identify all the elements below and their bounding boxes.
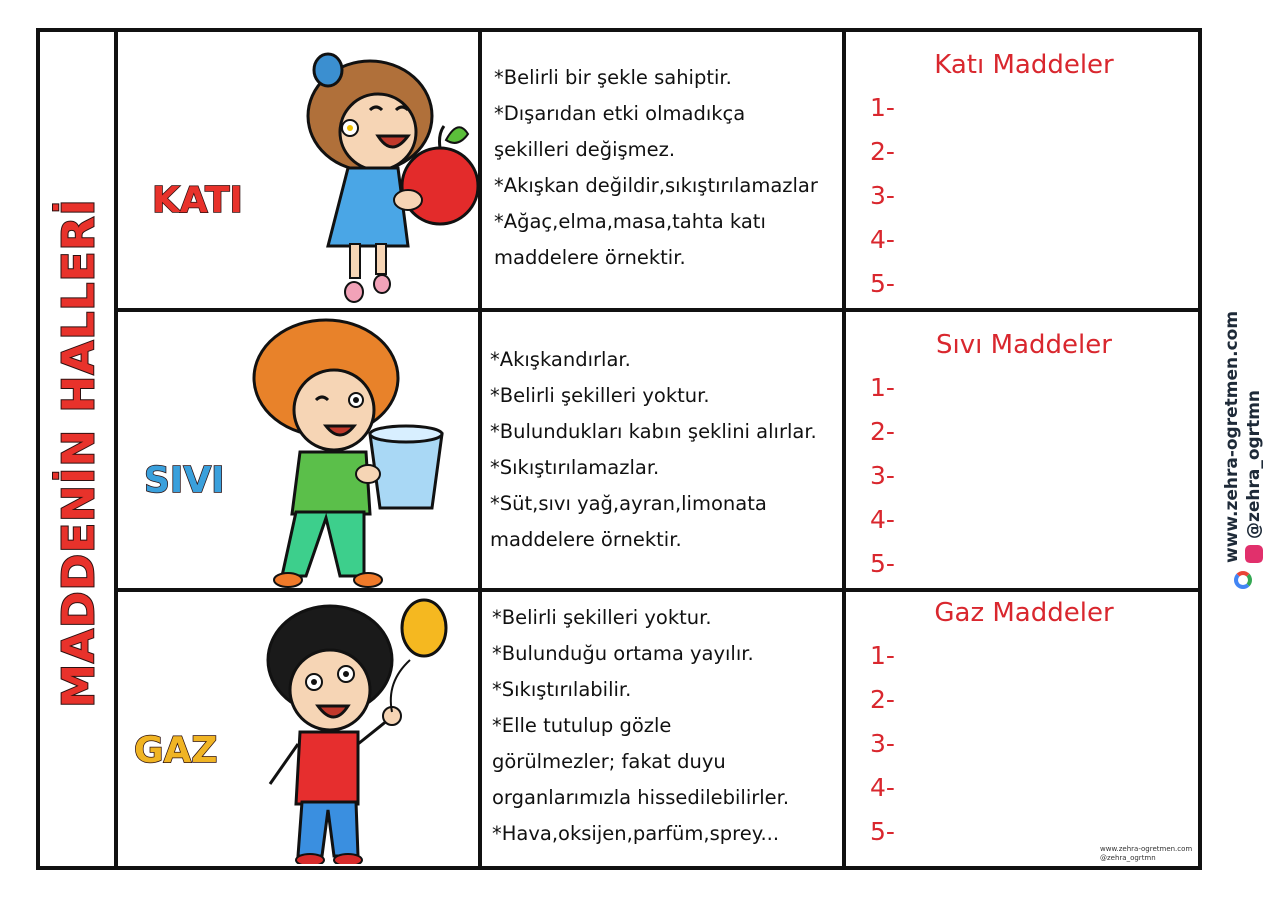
row-gas	[118, 592, 1202, 866]
fact-line: *Belirli bir şekle sahiptir.	[494, 66, 732, 89]
liquid-facts-cell	[482, 312, 846, 588]
liquid-facts-list	[490, 342, 817, 558]
liquid-examples-cell	[846, 312, 1202, 588]
small-instagram: @zehra_ogrtmn	[1100, 854, 1156, 862]
worksheet-title: MADDENİN HALLERİ	[53, 198, 105, 708]
girl-with-apple-illustration	[258, 36, 478, 306]
author-website: www.zehra-ogretmen.com	[1222, 310, 1242, 564]
fact-line: *Sıkıştırılabilir.	[492, 678, 632, 701]
liquid-illustration-cell	[118, 312, 482, 588]
side-title-column	[40, 32, 118, 866]
blank-line-number: 5-	[870, 549, 895, 578]
fact-line: *Bulunduğu ortama yayılır.	[492, 642, 754, 665]
instagram-icon	[1245, 545, 1263, 563]
boy-with-balloon-illustration	[218, 594, 468, 864]
blank-line-number: 5-	[870, 817, 895, 846]
blank-line-number: 5-	[870, 269, 895, 298]
blank-line-number: 4-	[870, 773, 895, 802]
fact-line: organlarımızla hissedilebilirler.	[492, 786, 790, 809]
small-author-credit	[1100, 845, 1192, 863]
gas-facts-cell	[482, 592, 846, 866]
fact-line: *Süt,sıvı yağ,ayran,limonata	[490, 492, 767, 515]
state-label-gas: GAZ	[134, 730, 218, 771]
blank-line-number: 1-	[870, 93, 895, 122]
fact-line: *Hava,oksijen,parfüm,sprey...	[492, 822, 780, 845]
instagram-handle: @zehra_ogrtmn	[1244, 389, 1264, 540]
blank-line-number: 4-	[870, 225, 895, 254]
gas-examples-title: Gaz Maddeler	[934, 598, 1114, 628]
gas-facts-list	[492, 600, 789, 852]
blank-line-number: 2-	[870, 417, 895, 446]
solid-examples-title: Katı Maddeler	[934, 50, 1114, 80]
state-label-liquid: SIVI	[144, 460, 225, 501]
fact-line: *Akışkandırlar.	[490, 348, 631, 371]
fact-line: *Bulundukları kabın şeklini alırlar.	[490, 420, 817, 443]
author-credit	[1221, 311, 1265, 589]
fact-line: *Belirli şekilleri yoktur.	[492, 606, 712, 629]
small-website: www.zehra-ogretmen.com	[1100, 845, 1193, 853]
fact-line: şekilleri değişmez.	[494, 138, 676, 161]
fact-line: *Sıkıştırılamazlar.	[490, 456, 660, 479]
blank-line-number: 4-	[870, 505, 895, 534]
fact-line: görülmezler; fakat duyu	[492, 750, 726, 773]
fact-line: maddelere örnektir.	[490, 528, 682, 551]
fact-line: *Akışkan değildir,sıkıştırılamazlar	[494, 174, 818, 197]
solid-facts-list	[494, 60, 818, 276]
fact-line: maddelere örnektir.	[494, 246, 686, 269]
row-solid	[118, 32, 1202, 312]
blank-line-number: 1-	[870, 641, 895, 670]
fact-line: *Dışarıdan etki olmadıkça	[494, 102, 746, 125]
boy-with-glass-illustration	[230, 314, 460, 588]
blank-line-number: 2-	[870, 685, 895, 714]
blank-line-number: 3-	[870, 729, 895, 758]
blank-line-number: 1-	[870, 373, 895, 402]
row-liquid	[118, 312, 1202, 592]
author-instagram	[1243, 311, 1265, 563]
liquid-examples-title: Sıvı Maddeler	[936, 330, 1112, 360]
fact-line: *Ağaç,elma,masa,tahta katı	[494, 210, 766, 233]
google-icon	[1234, 571, 1252, 589]
state-label-solid: KATI	[152, 180, 243, 221]
gas-examples-blanks	[870, 634, 895, 854]
solid-examples-blanks	[870, 86, 895, 306]
blank-line-number: 2-	[870, 137, 895, 166]
fact-line: *Belirli şekilleri yoktur.	[490, 384, 710, 407]
solid-illustration-cell	[118, 32, 482, 308]
gas-examples-cell	[846, 592, 1202, 866]
solid-examples-cell	[846, 32, 1202, 308]
fact-line: *Elle tutulup gözle	[492, 714, 672, 737]
blank-line-number: 3-	[870, 181, 895, 210]
worksheet	[36, 28, 1202, 870]
liquid-examples-blanks	[870, 366, 895, 586]
gas-illustration-cell	[118, 592, 482, 866]
blank-line-number: 3-	[870, 461, 895, 490]
solid-facts-cell	[482, 32, 846, 308]
